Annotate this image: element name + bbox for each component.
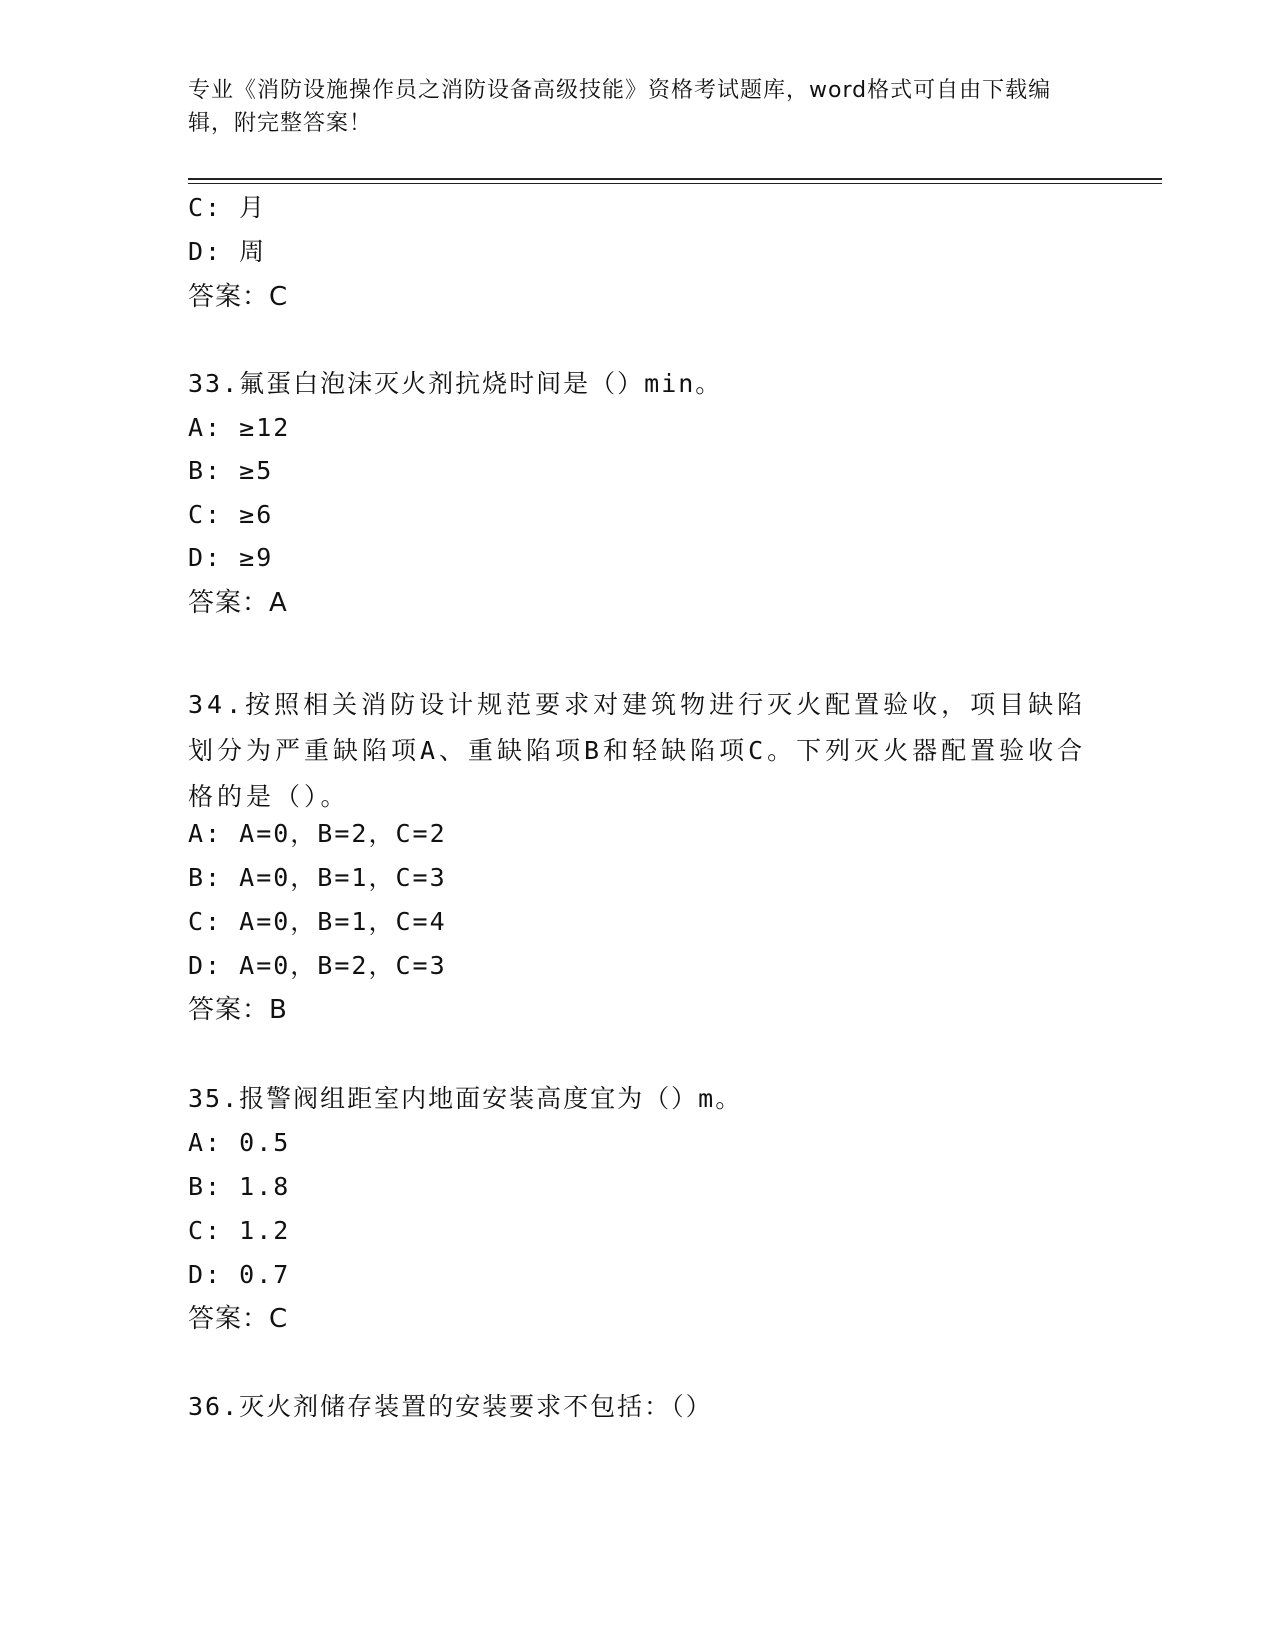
prev-option-d: D: 周 [188, 237, 267, 266]
q34-option-b: B: A=0，B=1，C=3 [188, 863, 447, 892]
q35-answer: 答案：C [188, 1304, 289, 1334]
document-header: 专业《消防设施操作员之消防设备高级技能》资格考试题库，word格式可自由下载编辑，附完整答案！ [188, 78, 1052, 136]
q33-option-b: B: ≥5 [188, 456, 274, 485]
q33-option-a: A: ≥12 [188, 413, 291, 442]
q34-option-a: A: A=0，B=2，C=2 [188, 819, 447, 848]
q35-option-c: C: 1.2 [188, 1216, 291, 1245]
header-divider-thick [188, 178, 1162, 180]
q33-answer: 答案：A [188, 588, 288, 618]
q35-option-d: D: 0.7 [188, 1260, 291, 1289]
q34-answer: 答案：B [188, 995, 288, 1025]
header-divider-thin [188, 183, 1162, 184]
q35-option-b: B: 1.8 [188, 1172, 291, 1201]
q34-question: 34.按照相关消防设计规范要求对建筑物进行灭火配置验收，项目缺陷划分为严重缺陷项A、重缺陷项B和轻缺陷项C。下列灭火器配置验收合格的是（）。 [188, 690, 1087, 811]
prev-answer: 答案：C [188, 282, 289, 312]
q34-option-d: D: A=0，B=2，C=3 [188, 951, 447, 980]
q33-question: 33.氟蛋白泡沫灭火剂抗烧时间是（）min。 [188, 369, 723, 398]
q33-option-c: C: ≥6 [188, 500, 274, 529]
q36-question: 36.灭火剂储存装置的安装要求不包括：（） [188, 1392, 713, 1421]
q33-option-d: D: ≥9 [188, 543, 274, 572]
prev-option-c: C: 月 [188, 193, 267, 222]
q35-option-a: A: 0.5 [188, 1128, 291, 1157]
q34-option-c: C: A=0，B=1，C=4 [188, 907, 447, 936]
q35-question: 35.报警阀组距室内地面安装高度宜为（）m。 [188, 1084, 743, 1113]
